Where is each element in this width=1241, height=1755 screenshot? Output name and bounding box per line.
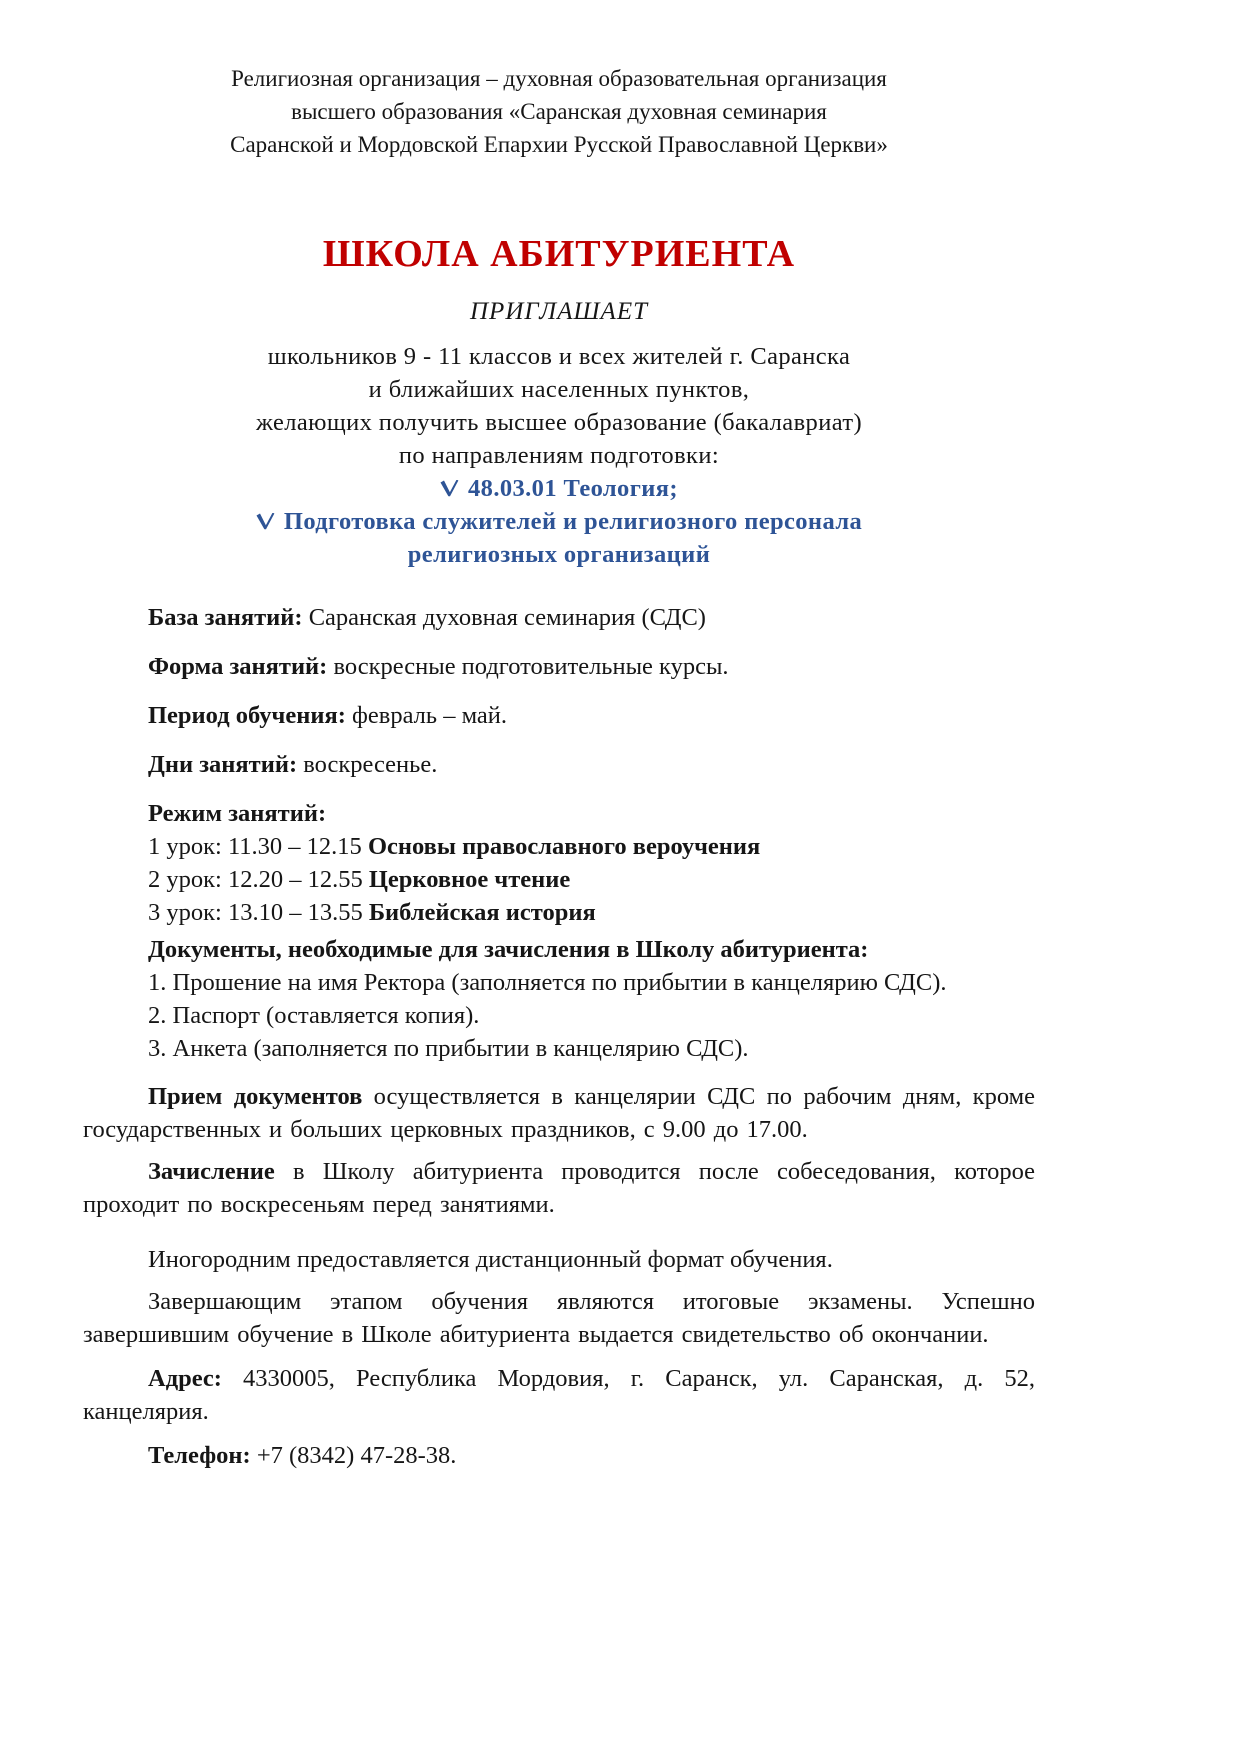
enrollment-paragraph: Зачисление в Школу абитуриента проводится после собеседования, которое проходит по воскресеньям перед занятиями.	[83, 1158, 1036, 1218]
reception-paragraph: Прием документов осуществляется в канцелярии СДС по рабочим дням, кроме государственных и больших церковных праздников, с 9.00 до 17.00.	[83, 1083, 1035, 1143]
org-header	[83, 62, 1035, 161]
invitation-line-4: по направлениям подготовки:	[398, 442, 720, 469]
page-title: ШКОЛА АБИТУРИЕНТА	[322, 233, 796, 275]
schedule-lesson-1	[83, 830, 1035, 863]
lesson-subject: Библейская история	[368, 899, 596, 926]
org-header-line-3: Саранской и Мордовской Епархии Русской Православной Церкви»	[230, 132, 888, 157]
detail-days-label: Дни занятий:	[148, 751, 298, 778]
subtitle-invites: ПРИГЛАШАЕТ	[470, 298, 648, 325]
document-body	[83, 601, 1035, 1472]
detail-form-label: Форма занятий:	[148, 653, 328, 680]
address-paragraph	[83, 1362, 1035, 1428]
remote-format-paragraph: Иногородним предоставляется дистанционный формат обучения.	[148, 1246, 833, 1273]
program-item-label-line2: религиозных организаций	[407, 541, 711, 568]
detail-days-value: воскресенье.	[303, 751, 438, 778]
checkmark-bullet-icon	[256, 506, 275, 523]
lesson-time: 1 урок: 11.30 – 12.15	[148, 833, 362, 860]
org-header-line-2: высшего образования «Саранская духовная семинария	[291, 99, 827, 124]
phone-value: +7 (8342) 47-28-38.	[256, 1442, 457, 1469]
detail-base	[83, 601, 1035, 634]
lesson-subject: Основы православного вероучения	[367, 833, 761, 860]
phone-paragraph	[83, 1439, 1035, 1472]
documents-item-2: 2. Паспорт (оставляется копия).	[148, 1002, 480, 1029]
schedule-lesson-3	[83, 896, 1035, 929]
detail-period	[83, 699, 1035, 732]
address-label: Адрес:	[148, 1365, 222, 1392]
org-header-line-1: Религиозная организация – духовная образовательная организация	[231, 66, 887, 91]
schedule-heading: Режим занятий:	[148, 800, 327, 827]
program-list	[83, 472, 1035, 571]
documents-item-1: 1. Прошение на имя Ректора (заполняется по прибытии в канцелярию СДС).	[148, 969, 947, 996]
reception-label: Прием документов	[148, 1083, 363, 1110]
schedule-lesson-2	[83, 863, 1035, 896]
checkmark-bullet-icon	[440, 473, 459, 490]
program-item-label: Подготовка служителей и религиозного персонала	[283, 508, 863, 535]
program-item-theology	[83, 472, 1035, 505]
phone-label: Телефон:	[148, 1442, 251, 1469]
invitation-text	[83, 340, 1035, 472]
detail-base-value: Саранская духовная семинария (СДС)	[308, 604, 706, 631]
invitation-line-2: и ближайших населенных пунктов,	[368, 376, 750, 403]
address-value: 4330005, Республика Мордовия, г. Саранск, ул. Саранская, д. 52, канцелярия.	[83, 1365, 1035, 1425]
program-item-label: 48.03.01 Теология;	[468, 475, 678, 502]
detail-form-value: воскресные подготовительные курсы.	[333, 653, 729, 680]
lesson-subject: Церковное чтение	[368, 866, 571, 893]
detail-period-label: Период обучения:	[148, 702, 346, 729]
lesson-time: 2 урок: 12.20 – 12.55	[148, 866, 363, 893]
final-exams-paragraph: Завершающим этапом обучения являются итоговые экзамены. Успешно завершившим обучение в Школе абитуриента выдается свидетельство об окончании.	[83, 1288, 1035, 1348]
documents-heading: Документы, необходимые для зачисления в Школу абитуриента:	[148, 936, 869, 963]
schedule-section	[83, 797, 1035, 929]
documents-item-3: 3. Анкета (заполняется по прибытии в канцелярию СДС).	[148, 1035, 749, 1062]
program-item-training	[83, 505, 1035, 571]
documents-section	[83, 933, 1035, 1065]
detail-days	[83, 748, 1035, 781]
invitation-line-1: школьников 9 - 11 классов и всех жителей г. Саранска	[267, 343, 851, 370]
enrollment-label: Зачисление	[148, 1158, 275, 1185]
lesson-time: 3 урок: 13.10 – 13.55	[148, 899, 363, 926]
invitation-line-3: желающих получить высшее образование (бакалавриат)	[255, 409, 863, 436]
detail-form	[83, 650, 1035, 683]
course-details	[83, 601, 1035, 781]
detail-base-label: База занятий:	[148, 604, 303, 631]
detail-period-value: февраль – май.	[352, 702, 508, 729]
